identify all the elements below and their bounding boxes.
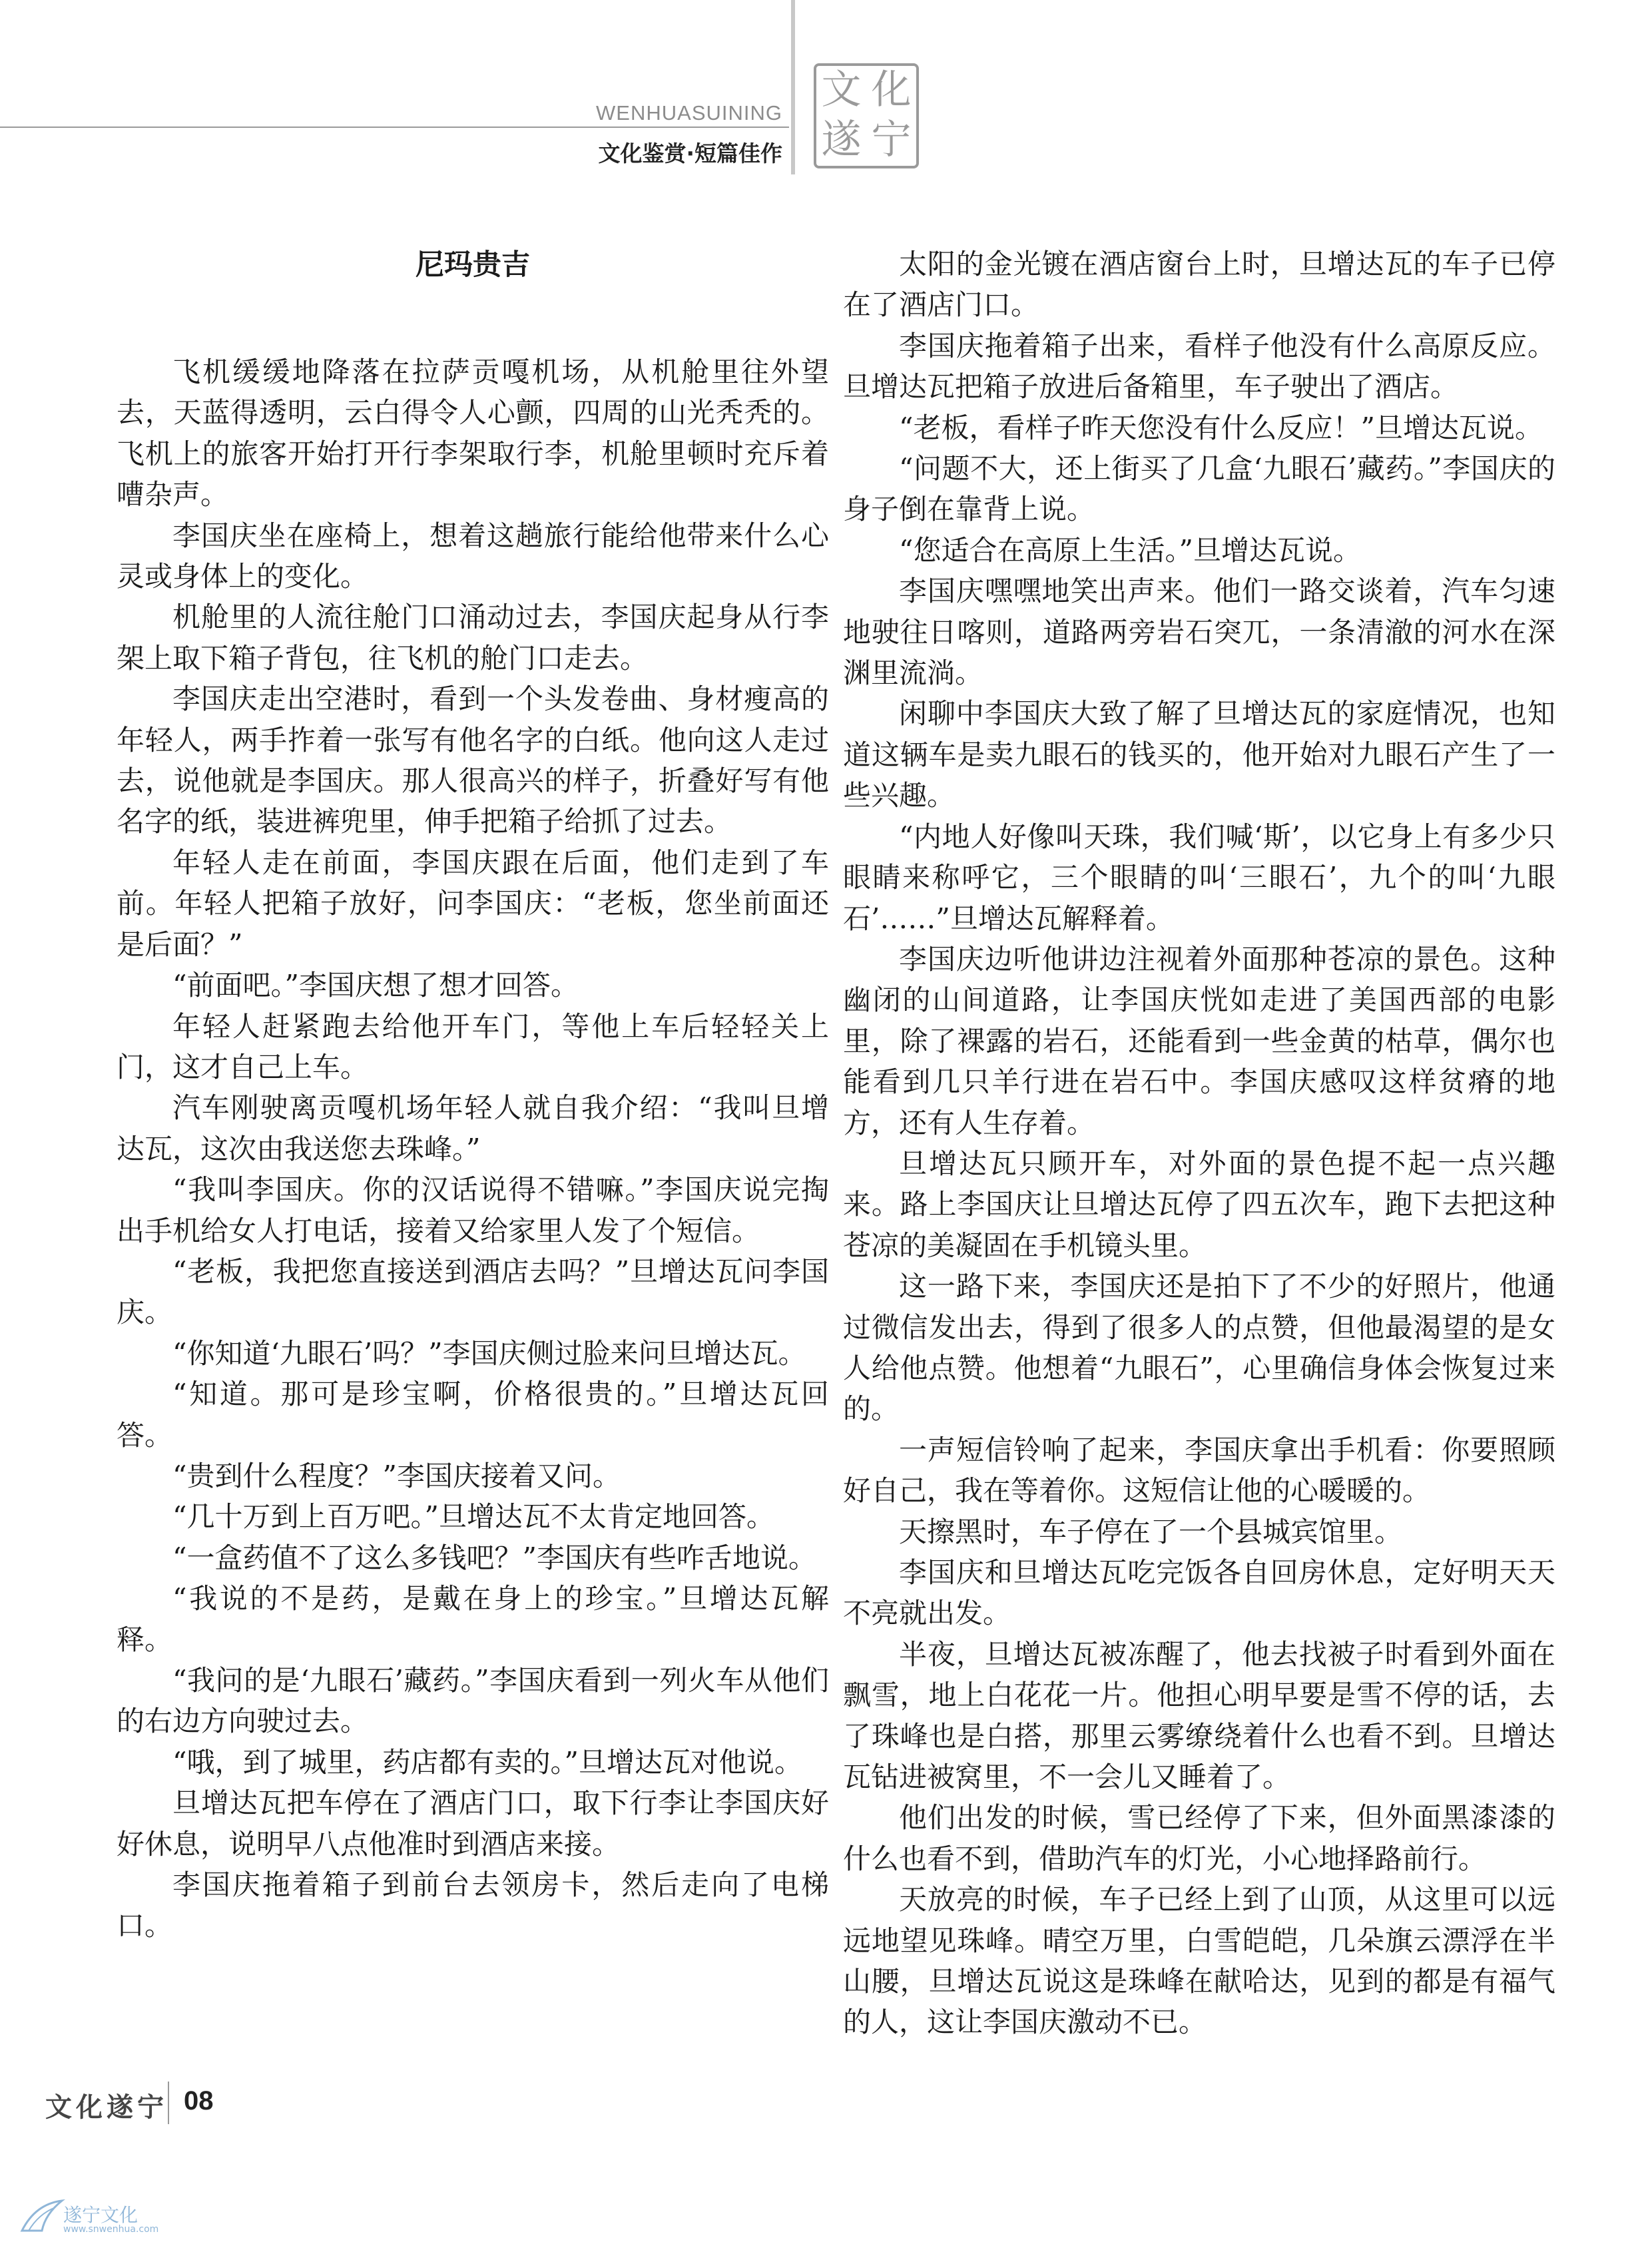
- article-paragraph: 年轻人走在前面，李国庆跟在后面，他们走到了车前。年轻人把箱子放好，问李国庆：“老板，您坐前面还是后面？”: [117, 846, 829, 961]
- article-paragraph: 这一路下来，李国庆还是拍下了不少的好照片，他通过微信发出去，得到了很多人的点赞，但他最渴望的是女人给他点赞。他想着“九眼石”，心里确信身体会恢复过来的。: [843, 1270, 1555, 1426]
- article-paragraph: “一盒药值不了这么多钱吧？”李国庆有些咋舌地说。: [172, 1541, 816, 1574]
- article-paragraph: 李国庆边听他讲边注视着外面那种苍凉的景色。这种幽闭的山间道路，让李国庆恍如走进了美国西部的电影里，除了裸露的岩石，还能看到一些金黄的枯草，偶尔也能看到几只羊行进在岩石中。李国庆感叹这样贫瘠的地方，还有人生存着。: [843, 942, 1555, 1139]
- watermark-text: 遂宁文化: [63, 2204, 138, 2226]
- article-paragraph: 机舱里的人流往舱门口涌动过去，李国庆起身从行李架上取下箱子背包，往飞机的舱门口走去。: [117, 601, 829, 675]
- article-left-column: [117, 248, 829, 1946]
- article-paragraph: 旦增达瓦只顾开车，对外面的景色提不起一点兴趣来。路上李国庆让旦增达瓦停了四五次车，跑下去把这种苍凉的美凝固在手机镜头里。: [843, 1147, 1555, 1262]
- article-paragraph: “内地人好像叫天珠，我们喊‘斯’，以它身上有多少只眼睛来称呼它，三个眼睛的叫‘三眼石’，九个的叫‘九眼石’……”旦增达瓦解释着。: [843, 820, 1555, 935]
- article-paragraph: 汽车刚驶离贡嘎机场年轻人就自我介绍：“我叫旦增达瓦，这次由我送您去珠峰。”: [117, 1091, 829, 1165]
- article-paragraph: 李国庆嘿嘿地笑出声来。他们一路交谈着，汽车匀速地驶往日喀则，道路两旁岩石突兀，一条清澈的河水在深渊里流淌。: [843, 575, 1555, 690]
- seal-char: 遂: [821, 117, 862, 163]
- article-paragraph: “老板，我把您直接送到酒店去吗？”旦增达瓦问李国庆。: [117, 1255, 829, 1329]
- article-paragraph: 天擦黑时，车子停在了一个县城宾馆里。: [899, 1515, 1403, 1548]
- article-paragraph: 半夜，旦增达瓦被冻醒了，他去找被子时看到外面在飘雪，地上白花花一片。他担心明早要是雪不停的话，去了珠峰也是白搭，那里云雾缭绕着什么也看不到。旦增达瓦钻进被窝里，不一会儿又睡着了。: [843, 1637, 1555, 1794]
- article-paragraph: “贵到什么程度？”李国庆接着又问。: [172, 1459, 621, 1492]
- article-paragraph: “我说的不是药，是戴在身上的珍宝。”旦增达瓦解释。: [117, 1582, 829, 1656]
- article-right-column: [843, 244, 1555, 2043]
- page-number: 08: [184, 2086, 214, 2115]
- article-paragraph: “您适合在高原上生活。”旦增达瓦说。: [899, 533, 1361, 567]
- article-paragraph: 飞机缓缓地降落在拉萨贡嘎机场，从机舱里往外望去，天蓝得透明，云白得令人心颤，四周的山光秃秃的。飞机上的旅客开始打开行李架取行李，机舱里顿时充斥着嘈杂声。: [117, 356, 829, 511]
- article-paragraph: “哦，到了城里，药店都有卖的。”旦增达瓦对他说。: [172, 1745, 802, 1779]
- article-paragraph: “问题不大，还上街买了几盒‘九眼石’藏药。”李国庆的身子倒在靠背上说。: [843, 452, 1555, 526]
- article-paragraph: 一声短信铃响了起来，李国庆拿出手机看：你要照顾好自己，我在等着你。这短信让他的心暖暖的。: [843, 1433, 1555, 1508]
- article-paragraph: “老板，看样子昨天您没有什么反应！”旦增达瓦说。: [899, 411, 1543, 444]
- article-paragraph: “知道。那可是珍宝啊，价格很贵的。”旦增达瓦回答。: [117, 1378, 829, 1452]
- article-title: 尼玛贵吉: [415, 248, 530, 282]
- seal-char: 化: [871, 67, 912, 113]
- magazine-seal-logo: [814, 63, 919, 168]
- article-paragraph: 李国庆坐在座椅上，想着这趟旅行能给他带来什么心灵或身体上的变化。: [117, 519, 829, 593]
- header-section-title: 文化鉴赏·短篇佳作: [598, 140, 782, 166]
- header-english-title: WENHUASUINING: [596, 101, 782, 125]
- watermark-url: www.snwenhua.com: [63, 2224, 159, 2235]
- footer-logo: 文化遂宁: [45, 2092, 168, 2123]
- article-paragraph: “几十万到上百万吧。”旦增达瓦不太肯定地回答。: [172, 1500, 774, 1534]
- article-paragraph: 李国庆和旦增达瓦吃完饭各自回房休息，定好明天天不亮就出发。: [843, 1556, 1555, 1630]
- header-rule: [0, 127, 789, 128]
- seal-char: 文: [821, 67, 862, 113]
- footer-divider: [168, 2082, 169, 2124]
- article-paragraph: 年轻人赶紧跑去给他开车门，等他上车后轻轻关上门，这才自己上车。: [117, 1009, 829, 1083]
- article-paragraph: “我问的是‘九眼石’藏药。”李国庆看到一列火车从他们的右边方向驶过去。: [117, 1664, 829, 1738]
- article-paragraph: 旦增达瓦把车停在了酒店门口，取下行李让李国庆好好休息，说明早八点他准时到酒店来接。: [117, 1787, 829, 1860]
- seal-char: 宁: [871, 117, 912, 163]
- article-paragraph: “你知道‘九眼石’吗？”李国庆侧过脸来问旦增达瓦。: [172, 1336, 806, 1370]
- article-paragraph: 他们出发的时候，雪已经停了下来，但外面黑漆漆的什么也看不到，借助汽车的灯光，小心地择路前行。: [843, 1801, 1555, 1875]
- article-paragraph: 太阳的金光镀在酒店窗台上时，旦增达瓦的车子已停在了酒店门口。: [843, 248, 1555, 322]
- article-paragraph: 闲聊中李国庆大致了解了旦增达瓦的家庭情况，也知道这辆车是卖九眼石的钱买的，他开始对九眼石产生了一些兴趣。: [843, 697, 1555, 812]
- header-divider: [791, 0, 795, 174]
- article-paragraph: 天放亮的时候，车子已经上到了山顶，从这里可以远远地望见珠峰。晴空万里，白雪皑皑，几朵旗云漂浮在半山腰，旦增达瓦说这是珠峰在献哈达，见到的都是有福气的人，这让李国庆激动不已。: [843, 1883, 1555, 2039]
- watermark-wing-icon: [19, 2197, 65, 2237]
- article-paragraph: “前面吧。”李国庆想了想才回答。: [172, 969, 579, 1002]
- article-paragraph: 李国庆拖着箱子到前台去领房卡，然后走向了电梯口。: [117, 1868, 829, 1942]
- article-paragraph: 李国庆走出空港时，看到一个头发卷曲、身材瘦高的年轻人，两手拃着一张写有他名字的白纸。他向这人走过去，说他就是李国庆。那人很高兴的样子，折叠好写有他名字的纸，装进裤兜里，伸手把箱子给抓了过去。: [117, 683, 829, 838]
- article-paragraph: 李国庆拖着箱子出来，看样子他没有什么高原反应。旦增达瓦把箱子放进后备箱里，车子驶出了酒店。: [843, 329, 1555, 404]
- article-paragraph: “我叫李国庆。你的汉话说得不错嘛。”李国庆说完掏出手机给女人打电话，接着又给家里人发了个短信。: [117, 1173, 829, 1247]
